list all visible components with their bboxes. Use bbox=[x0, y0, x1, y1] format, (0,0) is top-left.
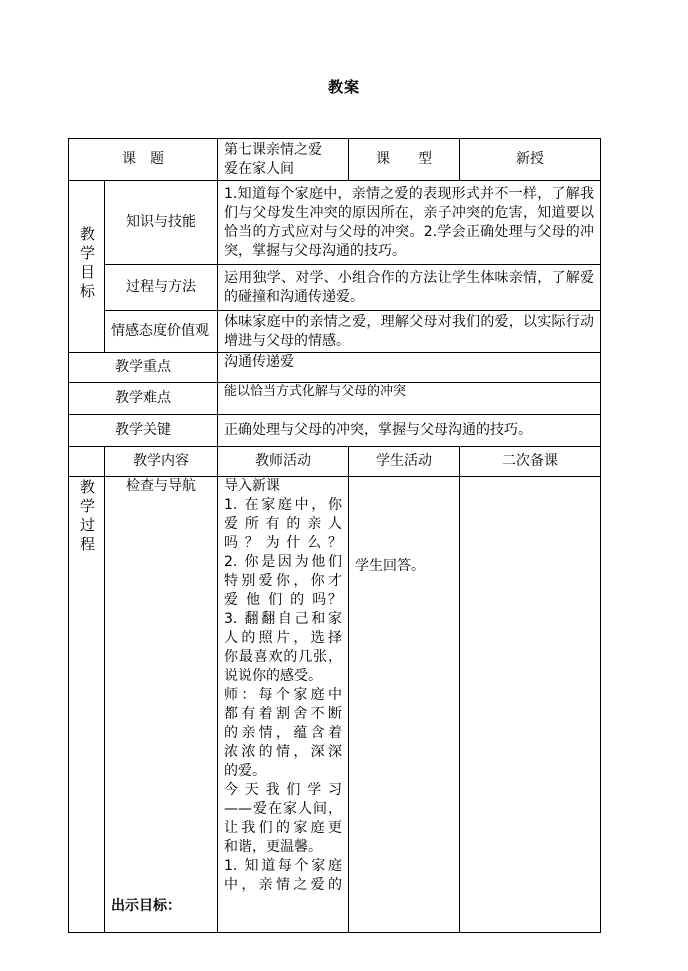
teacher-line: 爱 他 们 的 吗？ bbox=[224, 592, 342, 608]
header-backup: 二次备课 bbox=[460, 447, 601, 477]
teacher-line: 1. 知道每个家庭 bbox=[224, 858, 342, 874]
teacher-line: 都有着割舍不断 bbox=[224, 706, 342, 722]
goal-content-emotion: 体味家庭中的亲情之爱，理解父母对我们的爱，以实际行动增进与父母的情感。 bbox=[218, 311, 601, 353]
process-label: 教学过程 bbox=[78, 479, 96, 555]
key-point-label: 教学重点 bbox=[69, 353, 218, 383]
backup-cell bbox=[460, 477, 601, 933]
student-activity-cell bbox=[349, 477, 460, 933]
process-label-cell bbox=[69, 477, 105, 933]
goal-row-emotion bbox=[69, 311, 601, 353]
topic-value: 第七课亲情之爱 爱在家人间 bbox=[218, 139, 349, 181]
teacher-line: 中，亲情之爱的 bbox=[224, 877, 342, 893]
content-label: 检查与导航 bbox=[126, 478, 196, 494]
teacher-line: 3. 翻翻自己和家 bbox=[224, 611, 342, 627]
teacher-line: 导入新课 bbox=[224, 478, 280, 494]
goal-label-process: 过程与方法 bbox=[105, 265, 218, 311]
header-content: 教学内容 bbox=[105, 447, 218, 477]
process-header-row bbox=[69, 447, 601, 477]
teacher-line: 的亲情，蕴含着 bbox=[224, 725, 342, 741]
difficulty-label: 教学难点 bbox=[69, 383, 218, 415]
goal-label-knowledge: 知识与技能 bbox=[105, 181, 218, 265]
goal-content-knowledge: 1.知道每个家庭中，亲情之爱的表现形式并不一样，了解我们与父母发生冲突的原因所在，亲子冲突的危害，知道要以恰当的方式应对与父母的冲突。2.学会正确处理与父母的冲突，掌握与父母沟通的技巧。 bbox=[218, 181, 601, 265]
teacher-line: 今 天 我 们 学 习 bbox=[224, 782, 342, 798]
teacher-line: 师：每个家庭中 bbox=[224, 687, 342, 703]
teacher-line: ——爱在家人间， bbox=[224, 801, 342, 817]
teacher-line: 爱 所 有 的 亲 人 bbox=[224, 516, 342, 532]
lesson-plan-table bbox=[68, 138, 601, 933]
teacher-line: 说说你的感受。 bbox=[224, 668, 322, 684]
goal-content-process: 运用独学、对学、小组合作的方法让学生体味亲情，了解爱的碰撞和沟通传递爱。 bbox=[218, 265, 601, 311]
goals-label: 教学目标 bbox=[78, 225, 96, 302]
goal-label-emotion: 情感态度价值观 bbox=[105, 311, 218, 353]
header-blank bbox=[69, 447, 105, 477]
teacher-line: 和谐，更温馨。 bbox=[224, 839, 322, 855]
process-row bbox=[69, 477, 601, 933]
goals-label-cell bbox=[69, 181, 105, 353]
teacher-line: 2. 你是因为他们 bbox=[224, 554, 342, 570]
teacher-line: 让我们的家庭更 bbox=[224, 820, 342, 836]
goal-row-knowledge bbox=[69, 181, 601, 265]
header-teacher: 教师活动 bbox=[218, 447, 349, 477]
difficulty-row bbox=[69, 383, 601, 415]
page-title: 教案 bbox=[327, 78, 360, 96]
teacher-line: 你最喜欢的几张， bbox=[224, 649, 342, 665]
teacher-line: 特别爱你，你才 bbox=[224, 573, 342, 589]
key-value: 正确处理与父母的冲突，掌握与父母沟通的技巧。 bbox=[218, 415, 601, 447]
goal-show-label: 出示目标： bbox=[111, 898, 181, 914]
topic-label: 课 题 bbox=[69, 139, 218, 181]
teacher-activity-cell bbox=[218, 477, 349, 933]
key-label: 教学关键 bbox=[69, 415, 218, 447]
difficulty-value: 能以恰当方式化解与父母的冲突 bbox=[218, 383, 601, 415]
teacher-line: 的爱。 bbox=[224, 763, 266, 779]
type-label: 课 型 bbox=[349, 139, 460, 181]
key-row bbox=[69, 415, 601, 447]
teacher-line: 浓浓的情，深深 bbox=[224, 744, 342, 760]
process-content-cell bbox=[105, 477, 218, 933]
key-point-row bbox=[69, 353, 601, 383]
teacher-line: 人的照片，选择 bbox=[224, 630, 342, 646]
student-activity: 学生回答。 bbox=[355, 558, 425, 574]
header-student: 学生活动 bbox=[349, 447, 460, 477]
goal-row-process bbox=[69, 265, 601, 311]
topic-row bbox=[69, 139, 601, 181]
type-value: 新授 bbox=[460, 139, 601, 181]
key-point-value: 沟通传递爱 bbox=[218, 353, 601, 383]
teacher-line: 1. 在家庭中，你 bbox=[224, 497, 342, 513]
teacher-line: 吗？为什么？ bbox=[224, 535, 342, 551]
